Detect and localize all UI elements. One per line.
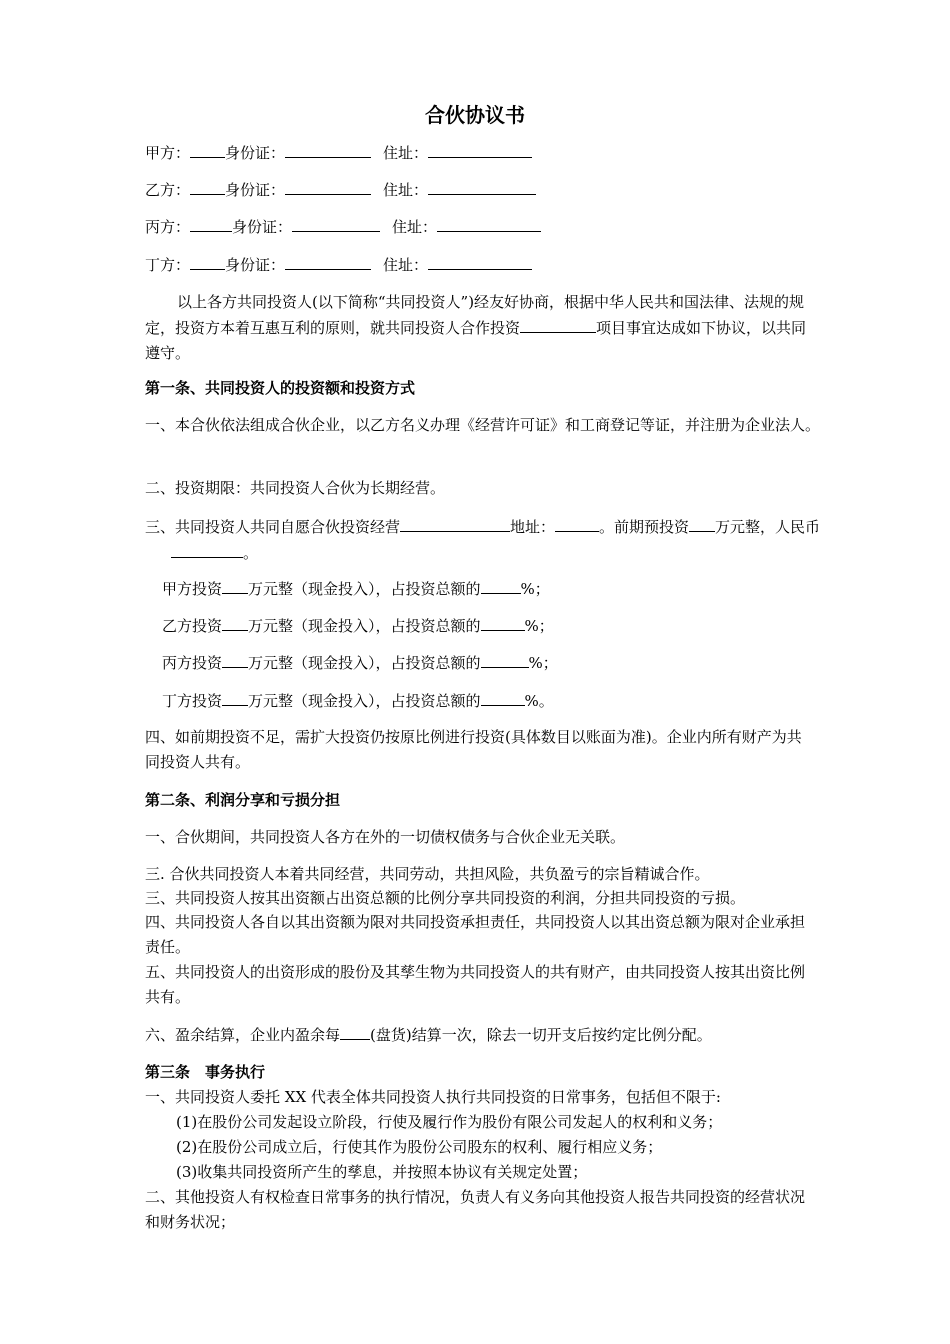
address-label: 住址：	[383, 256, 429, 274]
article-3-clause-2: 二、其他投资人有权检查日常事务的执行情况，负责人有义务向其他投资人报告共同投资的经营状况和财务状况；	[145, 1188, 806, 1231]
article-2-clause-5: 五、共同投资人的出资形成的股份及其孳生物为共同投资人的共有财产，由共同投资人按其出资比例共有。	[145, 963, 806, 1006]
amount-blank[interactable]	[222, 650, 248, 668]
investment-line	[162, 613, 554, 639]
party-line-jia	[145, 140, 532, 166]
investment-end: %。	[524, 692, 554, 710]
address-label: 住址：	[392, 218, 438, 236]
business-blank[interactable]	[400, 514, 510, 532]
investor: 乙方投资	[162, 617, 223, 635]
article-2-clause-2: 三. 合伙共同投资人本着共同经营，共同劳动，共担风险，共负盈亏的宗旨精诚合作。	[145, 865, 710, 883]
investor: 丙方投资	[162, 654, 223, 672]
article-3-sub-2: (2)在股份公司成立后，行使其作为股份公司股东的权利、履行相应义务；	[176, 1138, 663, 1156]
address-blank[interactable]	[555, 514, 599, 532]
id-blank[interactable]	[292, 214, 380, 232]
party-name: 甲方：	[145, 144, 191, 162]
clause-text: 万元整，人民币	[715, 518, 821, 536]
article-1-clause-2: 二、投资期限：共同投资人合伙为长期经营。	[145, 479, 446, 497]
investment-end: %；	[528, 654, 558, 672]
party-line-yi	[145, 177, 536, 203]
percent-blank[interactable]	[481, 688, 525, 706]
investment-text: 万元整（现金投入），占投资总额的	[248, 580, 481, 598]
party-name: 乙方：	[145, 181, 191, 199]
amount-blank[interactable]	[222, 576, 248, 594]
investment-text: 万元整（现金投入），占投资总额的	[248, 654, 481, 672]
party-name: 丁方：	[145, 256, 191, 274]
address-label: 住址：	[383, 144, 429, 162]
investment-text: 万元整（现金投入），占投资总额的	[248, 692, 481, 710]
clause-text: (盘货)结算一次，除去一切开支后按约定比例分配。	[370, 1026, 712, 1044]
id-blank[interactable]	[285, 140, 371, 158]
article-2-clause-1: 一、合伙期间，共同投资人各方在外的一切债权债务与合伙企业无关联。	[145, 828, 626, 846]
amount-blank[interactable]	[689, 514, 715, 532]
article-1-clause-4: 四、如前期投资不足，需扩大投资仍按原比例进行投资(具体数目以账面为准)。企业内所有财产为共同投资人共有。	[145, 728, 802, 771]
investment-end: %；	[524, 617, 554, 635]
article-2-clause-3: 三、共同投资人按其出资额占出资总额的比例分享共同投资的利润，分担共同投资的亏损。	[145, 889, 746, 907]
investment-text: 万元整（现金投入），占投资总额的	[248, 617, 481, 635]
clause-text: 。前期预投资	[599, 518, 690, 536]
article-1-heading: 第一条、共同投资人的投资额和投资方式	[145, 379, 416, 397]
article-3-clause-1: 一、共同投资人委托 XX 代表全体共同投资人执行共同投资的日常事务，包括但不限于:	[145, 1088, 721, 1106]
investment-line	[162, 576, 550, 602]
percent-blank[interactable]	[481, 613, 525, 631]
name-blank[interactable]	[190, 252, 225, 270]
amount-blank[interactable]	[222, 688, 248, 706]
party-name: 丙方：	[145, 218, 191, 236]
id-label: 身份证：	[225, 256, 286, 274]
name-blank[interactable]	[190, 140, 225, 158]
clause-text: 六、盈余结算，企业内盈余每	[145, 1026, 341, 1044]
party-line-bing	[145, 214, 541, 240]
preamble-text-end: 项目事宜达成如下协议，以共同遵守。	[145, 319, 807, 362]
clause-text: 。	[243, 544, 259, 562]
address-blank[interactable]	[428, 252, 532, 270]
address-label: 住址：	[383, 181, 429, 199]
clause-text: 三、共同投资人共同自愿合伙投资经营	[145, 518, 401, 536]
id-label: 身份证：	[225, 144, 286, 162]
id-label: 身份证：	[232, 218, 293, 236]
investment-line	[162, 650, 558, 676]
id-label: 身份证：	[225, 181, 286, 199]
percent-blank[interactable]	[481, 650, 529, 668]
investment-end: %；	[520, 580, 550, 598]
rmb-blank[interactable]	[171, 540, 243, 558]
article-3-sub-3: (3)收集共同投资所产生的孳息，并按照本协议有关规定处置；	[176, 1163, 588, 1181]
investor: 甲方投资	[162, 580, 223, 598]
name-blank[interactable]	[190, 177, 225, 195]
address-blank[interactable]	[428, 177, 536, 195]
party-line-ding	[145, 252, 532, 278]
preamble	[145, 290, 811, 366]
period-blank[interactable]	[340, 1022, 370, 1040]
project-blank[interactable]	[520, 315, 596, 333]
name-blank[interactable]	[190, 214, 232, 232]
percent-blank[interactable]	[481, 576, 521, 594]
investor: 丁方投资	[162, 692, 223, 710]
article-2-clause-6	[145, 1022, 712, 1048]
investment-line	[162, 688, 554, 714]
article-3-heading: 第三条 事务执行	[145, 1063, 266, 1081]
article-2-clause-4: 四、共同投资人各自以其出资额为限对共同投资承担责任，共同投资人以其出资总额为限对企业承担责任。	[145, 913, 806, 956]
address-blank[interactable]	[437, 214, 541, 232]
id-blank[interactable]	[285, 177, 371, 195]
article-3-sub-1: (1)在股份公司发起设立阶段，行使及履行作为股份有限公司发起人的权利和义务；	[176, 1113, 723, 1131]
preamble-text: 以上各方共同投资人(以下简称“共同投资人”)经友好协商，根据中华人民共和国法律、法规的规定，投资方本着互惠互利的原则，就共同投资人合作投资	[145, 293, 805, 337]
article-1-clause-3	[145, 514, 837, 566]
id-blank[interactable]	[285, 252, 371, 270]
address-blank[interactable]	[428, 140, 532, 158]
article-2-heading: 第二条、利润分享和亏损分担	[145, 791, 341, 809]
address-label: 地址：	[510, 518, 556, 536]
article-1-clause-1: 一、本合伙依法组成合伙企业，以乙方名义办理《经营许可证》和工商登记等证，并注册为企业法人。	[145, 416, 821, 434]
amount-blank[interactable]	[222, 613, 248, 631]
document-title: 合伙协议书	[425, 103, 525, 127]
